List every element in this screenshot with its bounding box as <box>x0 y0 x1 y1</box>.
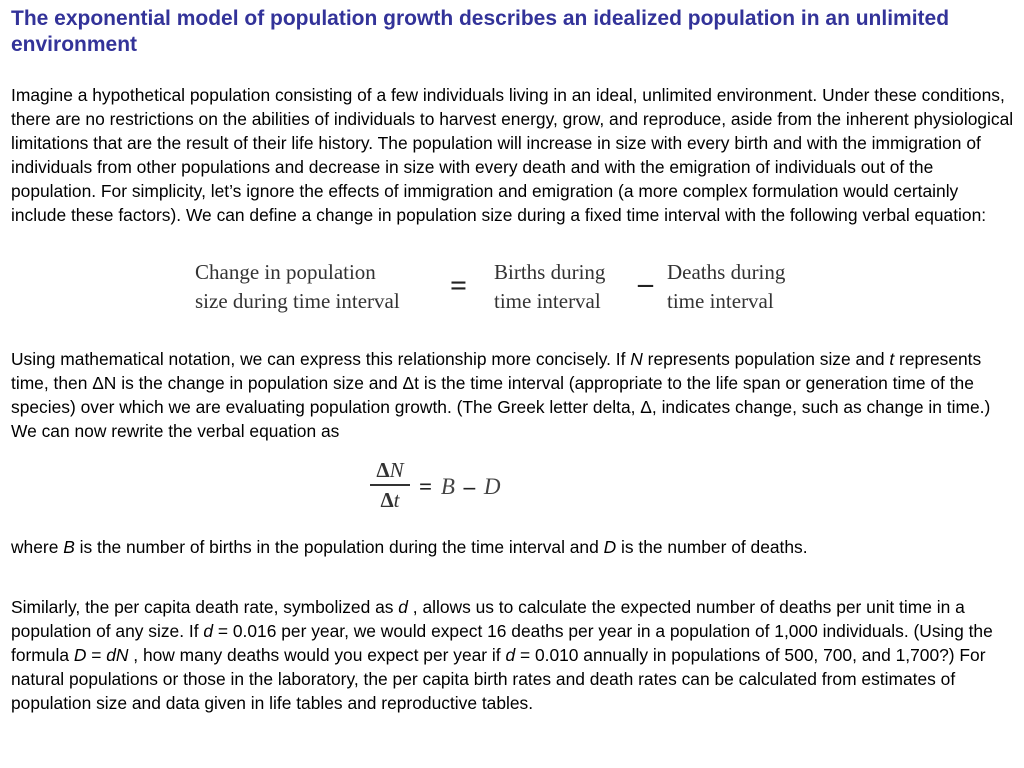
intro-paragraph: Imagine a hypothetical population consisting of a few individuals living in an ideal, unlimited environment. Under these conditions, there are no restrictions on the abilities of individuals to harvest energy, grow, and reproduce, aside from the inherent physiological limitations that are the result of their life history. The population will increase in size with every birth and with the immigration of individuals from other populations and decrease in size with every death and with the emigration of individuals out of the population. For simplicity, let’s ignore the effects of immigration and emigration (a more complex formulation would certainly include these factors). We can define a change in population size during a fixed time interval with the following verbal equation: <box>11 85 1014 225</box>
p2-text-a: Using mathematical notation, we can express this relationship more concisely. If <box>11 349 631 369</box>
where-paragraph <box>11 535 1014 559</box>
change-term-line2: size during time interval <box>195 289 400 313</box>
change-term <box>195 258 400 316</box>
notation-paragraph <box>11 347 1014 443</box>
equation-rhs <box>416 474 501 500</box>
p4-text-c: = 0.016 per year, we would expect 16 deaths per year in a population of 1,000 individuals. (Using the formula <box>11 621 993 665</box>
math-equation <box>370 458 530 514</box>
minus-sign: – <box>638 267 653 300</box>
p4-text-d: = <box>86 645 107 665</box>
p4-var-dN: dN <box>106 645 129 665</box>
p3-text-c: is the number of deaths. <box>616 537 808 557</box>
change-term-line1: Change in population <box>195 260 376 284</box>
p2-text-c: represents time, then ΔN is the change in population size and Δt is the time interval (appropriate to the life span or generation time of the species) over which we are evaluating population growth. (The Greek letter delta, Δ, indicates change, such as change in time.) We can now rewrite the verbal equation as <box>11 349 991 441</box>
den-t: t <box>393 488 400 512</box>
p4-text-e: , how many deaths would you expect per year if <box>128 645 506 665</box>
p4-var-d3: d <box>505 645 516 665</box>
p4-text-f: = 0.010 annually in populations of 500, 700, and 1,700?) For natural populations or those in the laboratory, the per capita birth rates and death rates can be calculated from estimates of population size and data given in life tables and reproductive tables. <box>11 645 986 713</box>
p4-var-D: D <box>73 645 87 665</box>
p3-var-D: D <box>603 537 617 557</box>
births-term-line1: Births during <box>494 260 606 284</box>
page-title: The exponential model of population growth describes an idealized population in an unlimited environment <box>11 7 950 56</box>
p3-var-B: B <box>63 537 75 557</box>
deaths-term-line2: time interval <box>667 289 774 313</box>
p2-text-b: represents population size and <box>642 349 890 369</box>
fraction-denominator <box>370 488 410 512</box>
p4-text-b: , allows us to calculate the expected number of deaths per unit time in a population of any size. If <box>11 597 965 641</box>
num-N: N <box>389 458 404 482</box>
den-delta: Δ <box>380 488 394 512</box>
death-rate-paragraph <box>11 595 1014 715</box>
p4-var-d2: d <box>203 621 214 641</box>
math-minus: – <box>463 474 476 499</box>
num-delta: Δ <box>376 458 390 482</box>
births-term-line2: time interval <box>494 289 601 313</box>
equals-sign: = <box>450 269 468 302</box>
delta-fraction <box>370 458 410 512</box>
math-B: B <box>440 474 455 499</box>
math-equals: = <box>419 474 433 499</box>
p2-var-N: N <box>630 349 643 369</box>
deaths-term-line1: Deaths during <box>667 260 786 284</box>
deaths-term <box>667 258 785 316</box>
fraction-bar <box>370 484 410 486</box>
verbal-equation <box>195 258 835 322</box>
math-D: D <box>483 474 501 499</box>
births-term <box>494 258 605 316</box>
p3-text-a: where <box>11 537 64 557</box>
fraction-numerator <box>370 458 410 482</box>
p3-text-b: is the number of births in the population during the time interval and <box>74 537 604 557</box>
p4-text-a: Similarly, the per capita death rate, symbolized as <box>11 597 399 617</box>
p4-var-d1: d <box>398 597 408 617</box>
p2-var-t: t <box>889 349 895 369</box>
